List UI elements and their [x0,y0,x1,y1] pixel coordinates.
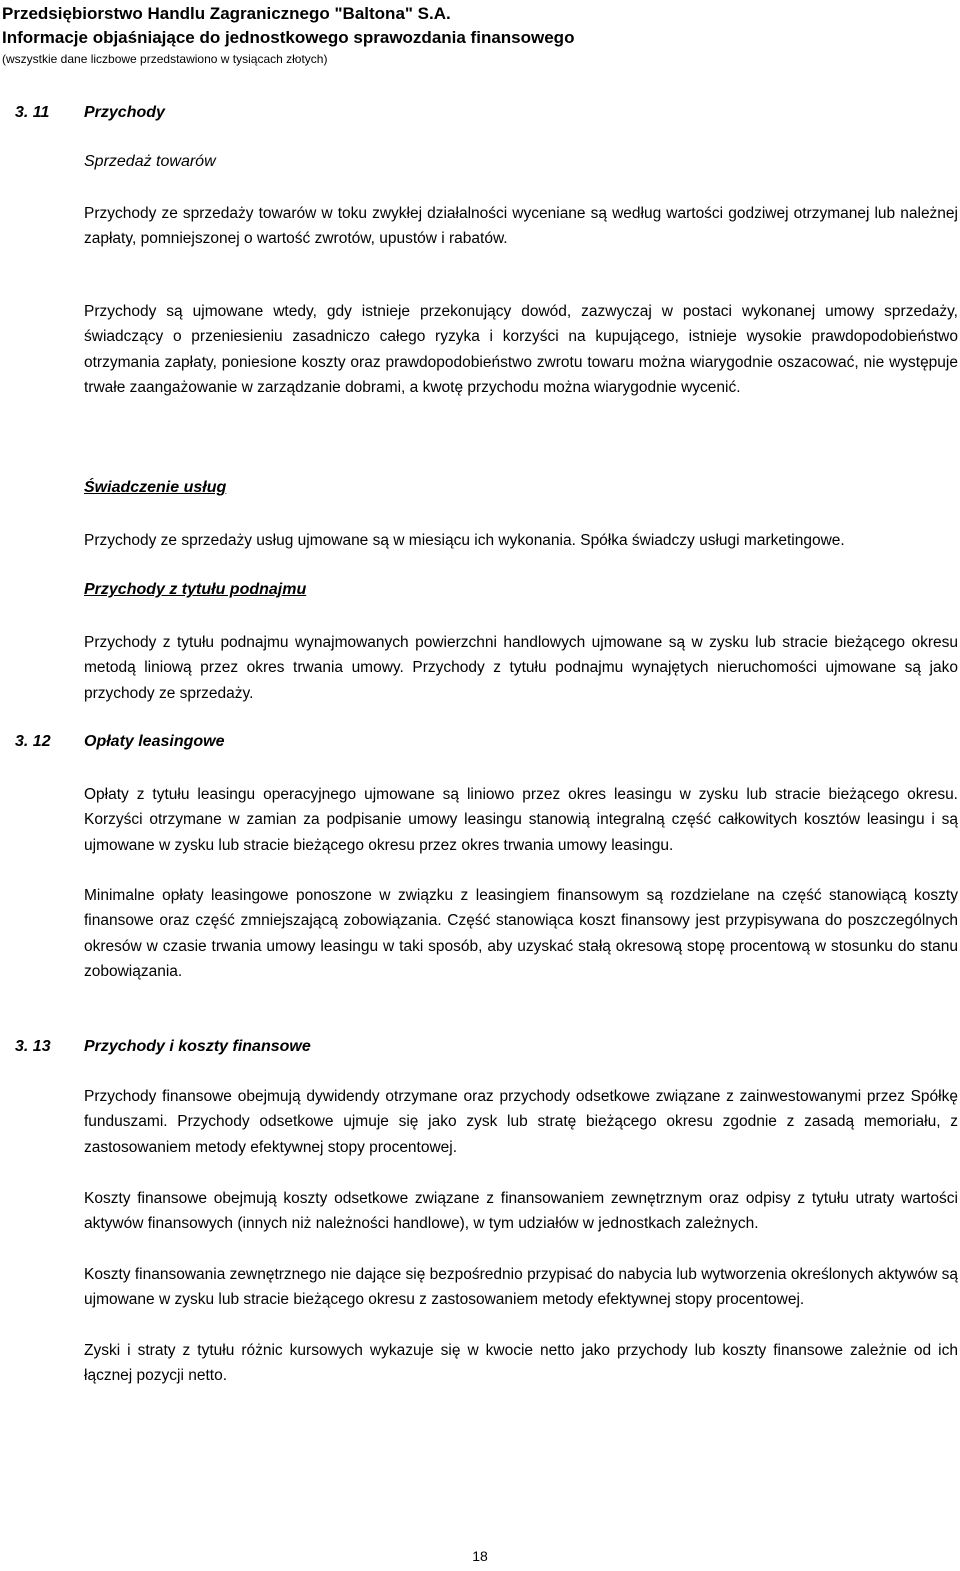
subsection-title: Przychody z tytułu podnajmu [84,581,307,598]
page-header [2,2,574,68]
page-number: 18 [472,1548,488,1564]
section-number: 3. 11 [15,104,50,121]
paragraph: Zyski i straty z tytułu różnic kursowych wykazuje się w kwocie netto jako przychody lub koszty finansowe zależnie od ich łącznej pozycji netto. [84,1342,958,1385]
section-number: 3. 13 [15,1038,51,1055]
units-note: (wszystkie dane liczbowe przedstawiono w tysiącach złotych) [2,52,328,66]
company-name: Przedsiębiorstwo Handlu Zagranicznego "Baltona" S.A. [2,4,451,23]
paragraph: Opłaty z tytułu leasingu operacyjnego ujmowane są liniowo przez okres leasingu w zysku lub stracie bieżącego okresu. Korzyści otrzymane w zamian za podpisanie umowy leasingu stanowią integralną część całkowitych kosztów leasingu i są ujmowane w zysku lub stracie bieżącego okresu przez okres trwania umowy leasingu. [84,786,958,854]
section-number: 3. 12 [15,733,51,750]
report-title: Informacje objaśniające do jednostkowego sprawozdania finansowego [2,28,575,47]
paragraph: Przychody finansowe obejmują dywidendy otrzymane oraz przychody odsetkowe związane z zainwestowanymi przez Spółkę funduszami. Przychody odsetkowe ujmuje się jako zysk lub stratę bieżącego okresu zgodnie z zasadą memoriału, z zastosowaniem metody efektywnej stopy procentowej. [84,1088,958,1156]
section-title: Opłaty leasingowe [84,733,225,750]
section-title: Przychody i koszty finansowe [84,1038,311,1055]
paragraph: Przychody z tytułu podnajmu wynajmowanych powierzchni handlowych ujmowane są w zysku lub stracie bieżącego okresu metodą liniową przez okres trwania umowy. Przychody z tytułu podnajmu wynajętych nieruchomości ujmowane są jako przychody ze sprzedaży. [84,634,958,702]
paragraph: Przychody ze sprzedaży towarów w toku zwykłej działalności wyceniane są według wartości godziwej otrzymanej lub należnej zapłaty, pomniejszonej o wartość zwrotów, upustów i rabatów. [84,205,958,248]
paragraph: Koszty finansowe obejmują koszty odsetkowe związane z finansowaniem zewnętrznym oraz odpisy z tytułu utraty wartości aktywów finansowych (innych niż należności handlowe), w tym udziałów w jednostkach zależnych. [84,1190,958,1233]
paragraph: Koszty finansowania zewnętrznego nie dające się bezpośrednio przypisać do nabycia lub wytworzenia określonych aktywów są ujmowane w zysku lub stracie bieżącego okresu z zastosowaniem metody efektywnej stopy procentowej. [84,1266,958,1309]
paragraph: Przychody ze sprzedaży usług ujmowane są w miesiącu ich wykonania. Spółka świadczy usługi marketingowe. [84,532,845,549]
paragraph: Minimalne opłaty leasingowe ponoszone w związku z leasingiem finansowym są rozdzielane na część stanowiącą koszty finansowe oraz część zmniejszającą zobowiązania. Część stanowiąca koszt finansowy jest przypisywana do poszczególnych okresów w czasie trwania umowy leasingu w taki sposób, aby uzyskać stałą okresową stopę procentową w stosunku do stanu zobowiązania. [84,887,958,981]
subsection-title: Świadczenie usług [84,479,227,496]
subsection-title: Sprzedaż towarów [84,153,216,170]
section-title: Przychody [84,104,165,121]
paragraph: Przychody są ujmowane wtedy, gdy istnieje przekonujący dowód, zazwyczaj w postaci wykonanej umowy sprzedaży, świadczący o przeniesieniu zasadniczo całego ryzyka i korzyści na kupującego, istnieje wysokie prawdopodobieństwo otrzymania zapłaty, poniesione koszty oraz prawdopodobieństwo zwrotu towaru można wiarygodnie oszacować, nie występuje trwałe zaangażowanie w zarządzanie dobrami, a kwotę przychodu można wiarygodnie wycenić. [84,303,958,397]
